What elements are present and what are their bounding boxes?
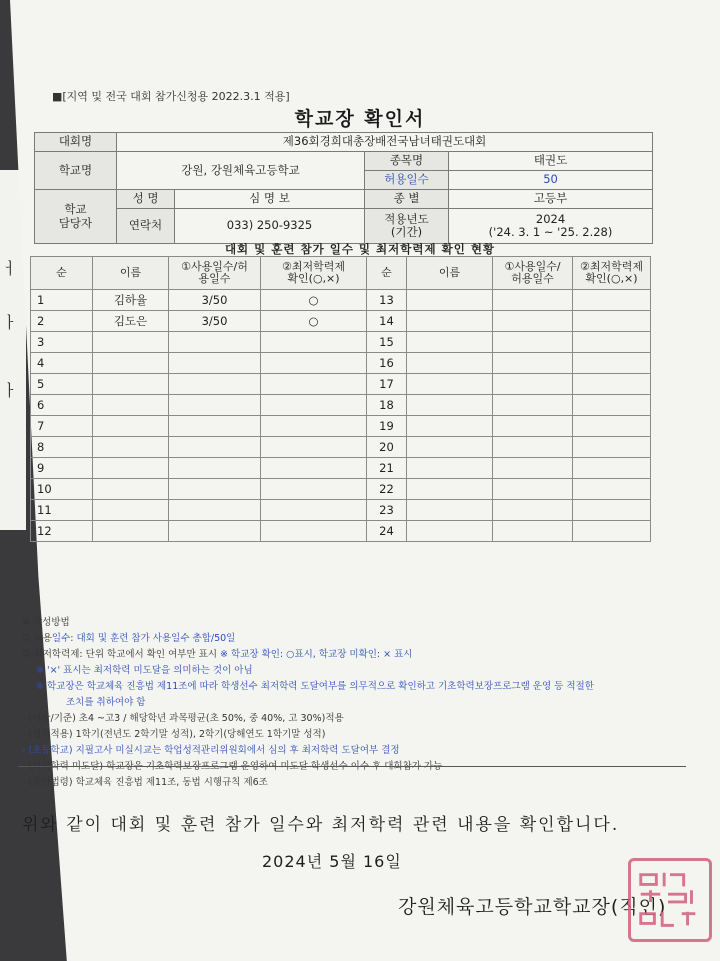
cell-seq: 6 xyxy=(31,395,93,416)
cell-seq: 1 xyxy=(31,290,93,311)
allowed-days-label: 허용일수 xyxy=(365,171,449,190)
manager-label-line2: 담당자 xyxy=(58,215,93,230)
cell-name xyxy=(93,374,169,395)
table-row xyxy=(31,416,651,437)
cell-days-right xyxy=(493,311,573,332)
cell-check xyxy=(261,521,367,542)
cell-name xyxy=(93,458,169,479)
event-value: 태권도 xyxy=(449,152,653,171)
note-2: ② 최저학력제: 단위 학교에서 확인 여부만 표시 ※ 학교장 확인: ○표시, 학교장 미확인: × 표시 xyxy=(22,649,413,660)
header-seq: 순 xyxy=(31,257,93,290)
note-6: - (성적적용) 1학기(전년도 2학기말 성적), 2학기(당해연도 1학기말 성적) xyxy=(22,729,326,740)
cell-seq-right: 19 xyxy=(367,416,407,437)
table-row xyxy=(31,290,651,311)
cell-check-right xyxy=(573,353,651,374)
cell-days xyxy=(169,458,261,479)
cell-seq: 11 xyxy=(31,500,93,521)
cell-days-right xyxy=(493,521,573,542)
note-4: ※ 학교장은 학교체육 진흥법 제11조에 따라 학생선수 최저학력 도달여부를 의무적으로 확인하고 기초학력보장프로그램 운영 등 적절한 xyxy=(36,681,594,692)
cell-seq-right: 20 xyxy=(367,437,407,458)
table-row xyxy=(31,353,651,374)
cell-check: ○ xyxy=(261,290,367,311)
cell-check xyxy=(261,458,367,479)
issue-date: 2024년 5월 16일 xyxy=(262,852,402,871)
table-row xyxy=(31,500,651,521)
notes-heading: ※ 작성방법 xyxy=(22,617,70,628)
cell-check xyxy=(261,416,367,437)
year-label xyxy=(365,209,449,244)
cell-name-right xyxy=(407,416,493,437)
note-5: - (대상/기준) 초4 ~고3 / 해당학년 과목평균(초 50%, 중 40%, 고 30%)적용 xyxy=(22,713,344,724)
cell-seq: 7 xyxy=(31,416,93,437)
cell-days-right xyxy=(493,374,573,395)
table-row xyxy=(31,311,651,332)
cell-name-right xyxy=(407,374,493,395)
cell-name-right xyxy=(407,332,493,353)
cell-seq-right: 16 xyxy=(367,353,407,374)
header-days-right: ①사용일수/ 허용일수 xyxy=(493,257,573,290)
note-3: ※ '×' 표시는 최저학력 미도달을 의미하는 것이 아님 xyxy=(36,665,253,676)
table-row xyxy=(31,437,651,458)
cell-check-right xyxy=(573,437,651,458)
cell-name-right xyxy=(407,353,493,374)
cell-name-right xyxy=(407,521,493,542)
manager-label xyxy=(35,190,117,244)
handwriting-mark: ㅓ xyxy=(2,259,18,278)
table-row xyxy=(31,374,651,395)
cell-name-right xyxy=(407,395,493,416)
event-label: 종목명 xyxy=(365,152,449,171)
cell-check xyxy=(261,437,367,458)
cell-seq-right: 23 xyxy=(367,500,407,521)
cell-name xyxy=(93,395,169,416)
application-notice: ■[지역 및 전국 대회 참가신청용 2022.3.1 적용] xyxy=(52,90,290,103)
school-name: 강원, 강원체육고등학교 xyxy=(117,152,365,190)
cell-days xyxy=(169,500,261,521)
cell-name-right xyxy=(407,311,493,332)
cell-days xyxy=(169,395,261,416)
note-7: - (초등학교) 지필고사 미실시교는 학업성적관리위원회에서 심의 후 최저학력 도달여부 결정 xyxy=(22,745,400,756)
info-table xyxy=(34,132,653,244)
table-row xyxy=(31,332,651,353)
cell-seq-right: 21 xyxy=(367,458,407,479)
cell-name xyxy=(93,416,169,437)
header-seq-right: 순 xyxy=(367,257,407,290)
header-name-right: 이름 xyxy=(407,257,493,290)
cell-days-right xyxy=(493,353,573,374)
cell-check-right xyxy=(573,458,651,479)
cell-days xyxy=(169,521,261,542)
section-title: 대회 및 훈련 참가 일수 및 최저학력제 확인 현황 xyxy=(224,242,496,256)
cell-days: 3/50 xyxy=(169,290,261,311)
cell-days-right xyxy=(493,395,573,416)
table-row xyxy=(31,395,651,416)
seal-graphic xyxy=(631,861,709,939)
cell-days xyxy=(169,437,261,458)
cell-seq: 8 xyxy=(31,437,93,458)
divider xyxy=(18,766,686,767)
cell-days xyxy=(169,353,261,374)
cell-name-right xyxy=(407,479,493,500)
official-seal-stamp xyxy=(628,858,712,942)
note-8 xyxy=(22,759,682,775)
cell-check xyxy=(261,395,367,416)
name-label: 성 명 xyxy=(117,190,175,209)
cell-seq: 5 xyxy=(31,374,93,395)
cell-name xyxy=(93,332,169,353)
header-days: ①사용일수/허 용일수 xyxy=(169,257,261,290)
cell-days-right xyxy=(493,437,573,458)
note-1: ① 허용일수: 대회 및 훈련 참가 사용일수 총합/50일 xyxy=(22,633,236,644)
contact-label: 연락처 xyxy=(117,209,175,244)
header-check: ②최저학력제 확인(○,×) xyxy=(261,257,367,290)
year-value xyxy=(449,209,653,244)
confirmation-statement: 위와 같이 대회 및 훈련 참가 일수와 최저학력 관련 내용을 확인합니다. xyxy=(22,815,620,835)
cell-days-right xyxy=(493,290,573,311)
header-name: 이름 xyxy=(93,257,169,290)
manager-name: 심 명 보 xyxy=(175,190,365,209)
cell-days xyxy=(169,332,261,353)
cell-seq: 12 xyxy=(31,521,93,542)
cell-days: 3/50 xyxy=(169,311,261,332)
cell-name-right xyxy=(407,458,493,479)
cell-seq: 3 xyxy=(31,332,93,353)
document-title: 학교장 확인서 xyxy=(294,108,426,130)
cell-check xyxy=(261,479,367,500)
participation-table xyxy=(30,256,651,542)
note-9: - (관련법령) 학교체육 진흥법 제11조, 동법 시행규칙 제6조 xyxy=(22,777,268,788)
principal-signature-line: 강원체육고등학교학교장(직인) xyxy=(398,896,667,918)
cell-days xyxy=(169,479,261,500)
cell-check-right xyxy=(573,311,651,332)
competition-name: 제36회경희대총장배전국남녀태권도대회 xyxy=(117,133,653,152)
cell-days-right xyxy=(493,332,573,353)
table-header-row xyxy=(31,257,651,290)
cell-seq: 9 xyxy=(31,458,93,479)
cell-check-right xyxy=(573,416,651,437)
cell-check-right xyxy=(573,374,651,395)
cell-check-right xyxy=(573,500,651,521)
cell-days xyxy=(169,374,261,395)
cell-seq-right: 13 xyxy=(367,290,407,311)
school-label: 학교명 xyxy=(35,152,117,190)
cell-name xyxy=(93,479,169,500)
cell-seq-right: 17 xyxy=(367,374,407,395)
cell-check xyxy=(261,500,367,521)
cell-check-right xyxy=(573,290,651,311)
handwriting-mark: ㅏ xyxy=(2,313,18,332)
cell-seq-right: 24 xyxy=(367,521,407,542)
cell-check: ○ xyxy=(261,311,367,332)
period: ('24. 3. 1 ~ '25. 2.28) xyxy=(488,225,613,239)
cell-days xyxy=(169,416,261,437)
cell-check-right xyxy=(573,395,651,416)
cell-days-right xyxy=(493,458,573,479)
cell-check-right xyxy=(573,332,651,353)
cell-name: 김도은 xyxy=(93,311,169,332)
table-row xyxy=(31,458,651,479)
writing-instructions xyxy=(22,615,682,791)
category-value: 고등부 xyxy=(449,190,653,209)
cell-name-right xyxy=(407,437,493,458)
category-label: 종 별 xyxy=(365,190,449,209)
year: 2024 xyxy=(535,211,566,226)
cell-check-right xyxy=(573,479,651,500)
cell-name: 김하율 xyxy=(93,290,169,311)
cell-seq: 10 xyxy=(31,479,93,500)
year-label-line1: 적용년도 xyxy=(384,211,429,226)
table-body xyxy=(31,290,651,542)
handwriting-mark: ㅏ xyxy=(2,381,18,400)
cell-name-right xyxy=(407,290,493,311)
cell-name xyxy=(93,521,169,542)
cell-check xyxy=(261,374,367,395)
cell-name xyxy=(93,353,169,374)
contact-value: 033) 250-9325 xyxy=(175,209,365,244)
table-row xyxy=(31,479,651,500)
cell-name-right xyxy=(407,500,493,521)
header-check-right: ②최저학력제 확인(○,×) xyxy=(573,257,651,290)
cell-name xyxy=(93,437,169,458)
manager-label-line1: 학교 xyxy=(64,202,87,217)
cell-check xyxy=(261,353,367,374)
cell-days-right xyxy=(493,416,573,437)
cell-seq-right: 14 xyxy=(367,311,407,332)
cell-days-right xyxy=(493,500,573,521)
cell-seq-right: 22 xyxy=(367,479,407,500)
cell-check xyxy=(261,332,367,353)
allowed-days-value: 50 xyxy=(449,171,653,190)
cell-days-right xyxy=(493,479,573,500)
cell-seq-right: 15 xyxy=(367,332,407,353)
cell-name xyxy=(93,500,169,521)
cell-seq-right: 18 xyxy=(367,395,407,416)
table-row xyxy=(31,521,651,542)
cell-seq: 2 xyxy=(31,311,93,332)
note-4-continued: 조치를 취하여야 함 xyxy=(66,697,146,708)
year-label-line2: (기간) xyxy=(390,225,423,239)
cell-check-right xyxy=(573,521,651,542)
competition-label: 대회명 xyxy=(35,133,117,152)
cell-seq: 4 xyxy=(31,353,93,374)
